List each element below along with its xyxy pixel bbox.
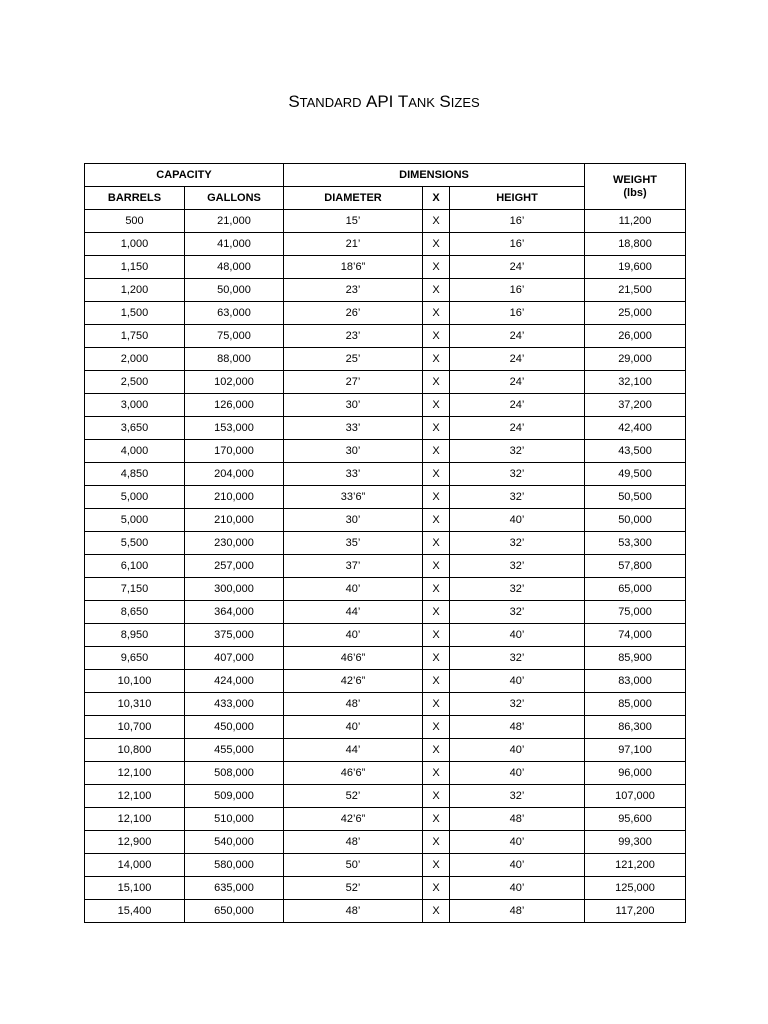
cell-gallons: 210,000 xyxy=(185,486,284,509)
diameter-header: DIAMETER xyxy=(284,187,423,210)
table-row xyxy=(85,256,686,279)
cell-height: 40’ xyxy=(450,509,585,532)
table-row xyxy=(85,900,686,923)
cell-height: 32’ xyxy=(450,647,585,670)
cell-x: X xyxy=(423,417,450,440)
cell-gallons: 170,000 xyxy=(185,440,284,463)
cell-weight: 95,600 xyxy=(585,808,686,831)
dimensions-header: DIMENSIONS xyxy=(284,164,585,187)
cell-gallons: 75,000 xyxy=(185,325,284,348)
cell-x: X xyxy=(423,210,450,233)
cell-barrels: 15,400 xyxy=(85,900,185,923)
cell-diameter: 25’ xyxy=(284,348,423,371)
cell-height: 48’ xyxy=(450,808,585,831)
cell-diameter: 44’ xyxy=(284,739,423,762)
table-row xyxy=(85,233,686,256)
cell-barrels: 4,000 xyxy=(85,440,185,463)
cell-height: 16’ xyxy=(450,233,585,256)
cell-diameter: 48’ xyxy=(284,900,423,923)
cell-diameter: 30’ xyxy=(284,394,423,417)
cell-x: X xyxy=(423,233,450,256)
table-row xyxy=(85,762,686,785)
cell-x: X xyxy=(423,325,450,348)
cell-gallons: 508,000 xyxy=(185,762,284,785)
cell-gallons: 364,000 xyxy=(185,601,284,624)
cell-barrels: 500 xyxy=(85,210,185,233)
table-row xyxy=(85,578,686,601)
cell-weight: 125,000 xyxy=(585,877,686,900)
weight-unit: (lbs) xyxy=(623,186,647,199)
table-row xyxy=(85,693,686,716)
cell-barrels: 9,650 xyxy=(85,647,185,670)
cell-x: X xyxy=(423,624,450,647)
table-row xyxy=(85,601,686,624)
cell-x: X xyxy=(423,256,450,279)
tank-sizes-table xyxy=(84,163,686,923)
table-row xyxy=(85,555,686,578)
cell-gallons: 48,000 xyxy=(185,256,284,279)
cell-height: 40’ xyxy=(450,854,585,877)
cell-diameter: 23’ xyxy=(284,279,423,302)
cell-weight: 85,000 xyxy=(585,693,686,716)
cell-gallons: 510,000 xyxy=(185,808,284,831)
table-row xyxy=(85,532,686,555)
cell-weight: 49,500 xyxy=(585,463,686,486)
table-row xyxy=(85,509,686,532)
cell-weight: 74,000 xyxy=(585,624,686,647)
cell-diameter: 33’ xyxy=(284,463,423,486)
cell-gallons: 204,000 xyxy=(185,463,284,486)
cell-diameter: 40’ xyxy=(284,578,423,601)
cell-gallons: 50,000 xyxy=(185,279,284,302)
table-row xyxy=(85,854,686,877)
cell-diameter: 40’ xyxy=(284,624,423,647)
cell-weight: 117,200 xyxy=(585,900,686,923)
cell-weight: 50,000 xyxy=(585,509,686,532)
cell-diameter: 52’ xyxy=(284,785,423,808)
cell-gallons: 450,000 xyxy=(185,716,284,739)
cell-gallons: 650,000 xyxy=(185,900,284,923)
cell-gallons: 88,000 xyxy=(185,348,284,371)
cell-gallons: 300,000 xyxy=(185,578,284,601)
cell-weight: 85,900 xyxy=(585,647,686,670)
table-row xyxy=(85,417,686,440)
cell-height: 40’ xyxy=(450,762,585,785)
table-row xyxy=(85,210,686,233)
table-row xyxy=(85,647,686,670)
cell-diameter: 21’ xyxy=(284,233,423,256)
cell-barrels: 7,150 xyxy=(85,578,185,601)
cell-weight: 11,200 xyxy=(585,210,686,233)
cell-weight: 86,300 xyxy=(585,716,686,739)
table-row xyxy=(85,486,686,509)
table-row xyxy=(85,670,686,693)
cell-x: X xyxy=(423,279,450,302)
cell-gallons: 41,000 xyxy=(185,233,284,256)
cell-barrels: 10,700 xyxy=(85,716,185,739)
cell-barrels: 6,100 xyxy=(85,555,185,578)
cell-weight: 37,200 xyxy=(585,394,686,417)
cell-height: 32’ xyxy=(450,601,585,624)
table-row xyxy=(85,785,686,808)
cell-gallons: 210,000 xyxy=(185,509,284,532)
cell-gallons: 433,000 xyxy=(185,693,284,716)
title-word-3: TANK xyxy=(397,92,435,111)
cell-weight: 32,100 xyxy=(585,371,686,394)
cell-x: X xyxy=(423,509,450,532)
cell-barrels: 12,100 xyxy=(85,808,185,831)
cell-barrels: 1,750 xyxy=(85,325,185,348)
title-word-4: SIZES xyxy=(439,92,480,111)
cell-weight: 19,600 xyxy=(585,256,686,279)
cell-diameter: 26’ xyxy=(284,302,423,325)
cell-height: 32’ xyxy=(450,463,585,486)
capacity-header: CAPACITY xyxy=(85,164,284,187)
cell-barrels: 12,100 xyxy=(85,785,185,808)
cell-diameter: 50’ xyxy=(284,854,423,877)
table-row xyxy=(85,371,686,394)
weight-header xyxy=(585,164,686,210)
cell-weight: 65,000 xyxy=(585,578,686,601)
cell-diameter: 48’ xyxy=(284,693,423,716)
cell-diameter: 18’6” xyxy=(284,256,423,279)
cell-height: 16’ xyxy=(450,210,585,233)
cell-x: X xyxy=(423,762,450,785)
cell-diameter: 46’6” xyxy=(284,647,423,670)
cell-x: X xyxy=(423,463,450,486)
cell-gallons: 126,000 xyxy=(185,394,284,417)
cell-diameter: 33’ xyxy=(284,417,423,440)
table-body xyxy=(85,210,686,923)
cell-barrels: 12,100 xyxy=(85,762,185,785)
cell-weight: 57,800 xyxy=(585,555,686,578)
cell-barrels: 10,100 xyxy=(85,670,185,693)
cell-barrels: 4,850 xyxy=(85,463,185,486)
cell-gallons: 153,000 xyxy=(185,417,284,440)
cell-height: 40’ xyxy=(450,831,585,854)
cell-height: 24’ xyxy=(450,256,585,279)
cell-x: X xyxy=(423,670,450,693)
cell-x: X xyxy=(423,739,450,762)
cell-height: 40’ xyxy=(450,877,585,900)
cell-height: 32’ xyxy=(450,486,585,509)
cell-diameter: 42’6” xyxy=(284,670,423,693)
cell-weight: 29,000 xyxy=(585,348,686,371)
cell-gallons: 424,000 xyxy=(185,670,284,693)
cell-barrels: 5,000 xyxy=(85,486,185,509)
cell-barrels: 5,000 xyxy=(85,509,185,532)
gallons-header: GALLONS xyxy=(185,187,284,210)
cell-weight: 26,000 xyxy=(585,325,686,348)
cell-x: X xyxy=(423,831,450,854)
cell-diameter: 40’ xyxy=(284,716,423,739)
cell-weight: 83,000 xyxy=(585,670,686,693)
title-word-1: STANDARD xyxy=(288,92,362,111)
cell-barrels: 8,650 xyxy=(85,601,185,624)
cell-diameter: 52’ xyxy=(284,877,423,900)
cell-height: 16’ xyxy=(450,302,585,325)
cell-x: X xyxy=(423,440,450,463)
cell-height: 48’ xyxy=(450,900,585,923)
cell-x: X xyxy=(423,555,450,578)
cell-diameter: 48’ xyxy=(284,831,423,854)
cell-barrels: 10,800 xyxy=(85,739,185,762)
cell-x: X xyxy=(423,348,450,371)
cell-gallons: 455,000 xyxy=(185,739,284,762)
cell-height: 32’ xyxy=(450,785,585,808)
cell-barrels: 5,500 xyxy=(85,532,185,555)
cell-height: 48’ xyxy=(450,716,585,739)
barrels-header: BARRELS xyxy=(85,187,185,210)
table-row xyxy=(85,831,686,854)
cell-x: X xyxy=(423,854,450,877)
cell-weight: 107,000 xyxy=(585,785,686,808)
table-row xyxy=(85,279,686,302)
cell-gallons: 509,000 xyxy=(185,785,284,808)
cell-gallons: 580,000 xyxy=(185,854,284,877)
cell-height: 40’ xyxy=(450,739,585,762)
cell-weight: 97,100 xyxy=(585,739,686,762)
table-row xyxy=(85,302,686,325)
cell-diameter: 44’ xyxy=(284,601,423,624)
table-row xyxy=(85,624,686,647)
cell-diameter: 37’ xyxy=(284,555,423,578)
cell-x: X xyxy=(423,532,450,555)
cell-x: X xyxy=(423,302,450,325)
title-word-2: API xyxy=(365,92,394,111)
cell-barrels: 1,200 xyxy=(85,279,185,302)
cell-height: 24’ xyxy=(450,348,585,371)
cell-barrels: 1,150 xyxy=(85,256,185,279)
cell-weight: 21,500 xyxy=(585,279,686,302)
cell-height: 32’ xyxy=(450,532,585,555)
cell-x: X xyxy=(423,808,450,831)
cell-diameter: 30’ xyxy=(284,509,423,532)
table-row xyxy=(85,348,686,371)
cell-weight: 96,000 xyxy=(585,762,686,785)
cell-barrels: 1,500 xyxy=(85,302,185,325)
table-row xyxy=(85,716,686,739)
cell-weight: 50,500 xyxy=(585,486,686,509)
cell-x: X xyxy=(423,647,450,670)
cell-diameter: 33’6” xyxy=(284,486,423,509)
x-header: X xyxy=(423,187,450,210)
cell-height: 24’ xyxy=(450,394,585,417)
cell-diameter: 35’ xyxy=(284,532,423,555)
cell-x: X xyxy=(423,601,450,624)
table-row xyxy=(85,808,686,831)
cell-x: X xyxy=(423,486,450,509)
cell-barrels: 8,950 xyxy=(85,624,185,647)
cell-height: 16’ xyxy=(450,279,585,302)
cell-height: 40’ xyxy=(450,624,585,647)
cell-height: 24’ xyxy=(450,417,585,440)
cell-barrels: 3,650 xyxy=(85,417,185,440)
cell-barrels: 2,000 xyxy=(85,348,185,371)
cell-weight: 25,000 xyxy=(585,302,686,325)
cell-barrels: 12,900 xyxy=(85,831,185,854)
cell-gallons: 540,000 xyxy=(185,831,284,854)
cell-diameter: 46’6” xyxy=(284,762,423,785)
cell-height: 24’ xyxy=(450,325,585,348)
cell-x: X xyxy=(423,877,450,900)
cell-weight: 99,300 xyxy=(585,831,686,854)
cell-weight: 53,300 xyxy=(585,532,686,555)
cell-diameter: 30’ xyxy=(284,440,423,463)
cell-height: 40’ xyxy=(450,670,585,693)
table-row xyxy=(85,463,686,486)
cell-barrels: 2,500 xyxy=(85,371,185,394)
cell-x: X xyxy=(423,900,450,923)
cell-weight: 18,800 xyxy=(585,233,686,256)
cell-diameter: 42’6” xyxy=(284,808,423,831)
cell-gallons: 230,000 xyxy=(185,532,284,555)
table-row xyxy=(85,440,686,463)
cell-x: X xyxy=(423,578,450,601)
header-row-group xyxy=(85,164,686,187)
table-row xyxy=(85,394,686,417)
cell-gallons: 21,000 xyxy=(185,210,284,233)
cell-x: X xyxy=(423,394,450,417)
cell-gallons: 257,000 xyxy=(185,555,284,578)
table-row xyxy=(85,877,686,900)
cell-weight: 43,500 xyxy=(585,440,686,463)
height-header: HEIGHT xyxy=(450,187,585,210)
cell-height: 32’ xyxy=(450,440,585,463)
cell-weight: 42,400 xyxy=(585,417,686,440)
cell-gallons: 63,000 xyxy=(185,302,284,325)
cell-barrels: 1,000 xyxy=(85,233,185,256)
cell-gallons: 635,000 xyxy=(185,877,284,900)
cell-barrels: 14,000 xyxy=(85,854,185,877)
cell-x: X xyxy=(423,371,450,394)
cell-barrels: 10,310 xyxy=(85,693,185,716)
table-row xyxy=(85,739,686,762)
cell-height: 32’ xyxy=(450,555,585,578)
table-row xyxy=(85,325,686,348)
cell-diameter: 23’ xyxy=(284,325,423,348)
cell-gallons: 407,000 xyxy=(185,647,284,670)
cell-x: X xyxy=(423,716,450,739)
cell-barrels: 15,100 xyxy=(85,877,185,900)
page-title xyxy=(0,92,768,112)
weight-label: WEIGHT xyxy=(613,173,658,186)
cell-barrels: 3,000 xyxy=(85,394,185,417)
cell-x: X xyxy=(423,693,450,716)
cell-diameter: 27’ xyxy=(284,371,423,394)
cell-gallons: 102,000 xyxy=(185,371,284,394)
cell-x: X xyxy=(423,785,450,808)
cell-diameter: 15’ xyxy=(284,210,423,233)
cell-weight: 75,000 xyxy=(585,601,686,624)
cell-weight: 121,200 xyxy=(585,854,686,877)
cell-height: 32’ xyxy=(450,578,585,601)
cell-height: 24’ xyxy=(450,371,585,394)
cell-height: 32’ xyxy=(450,693,585,716)
cell-gallons: 375,000 xyxy=(185,624,284,647)
